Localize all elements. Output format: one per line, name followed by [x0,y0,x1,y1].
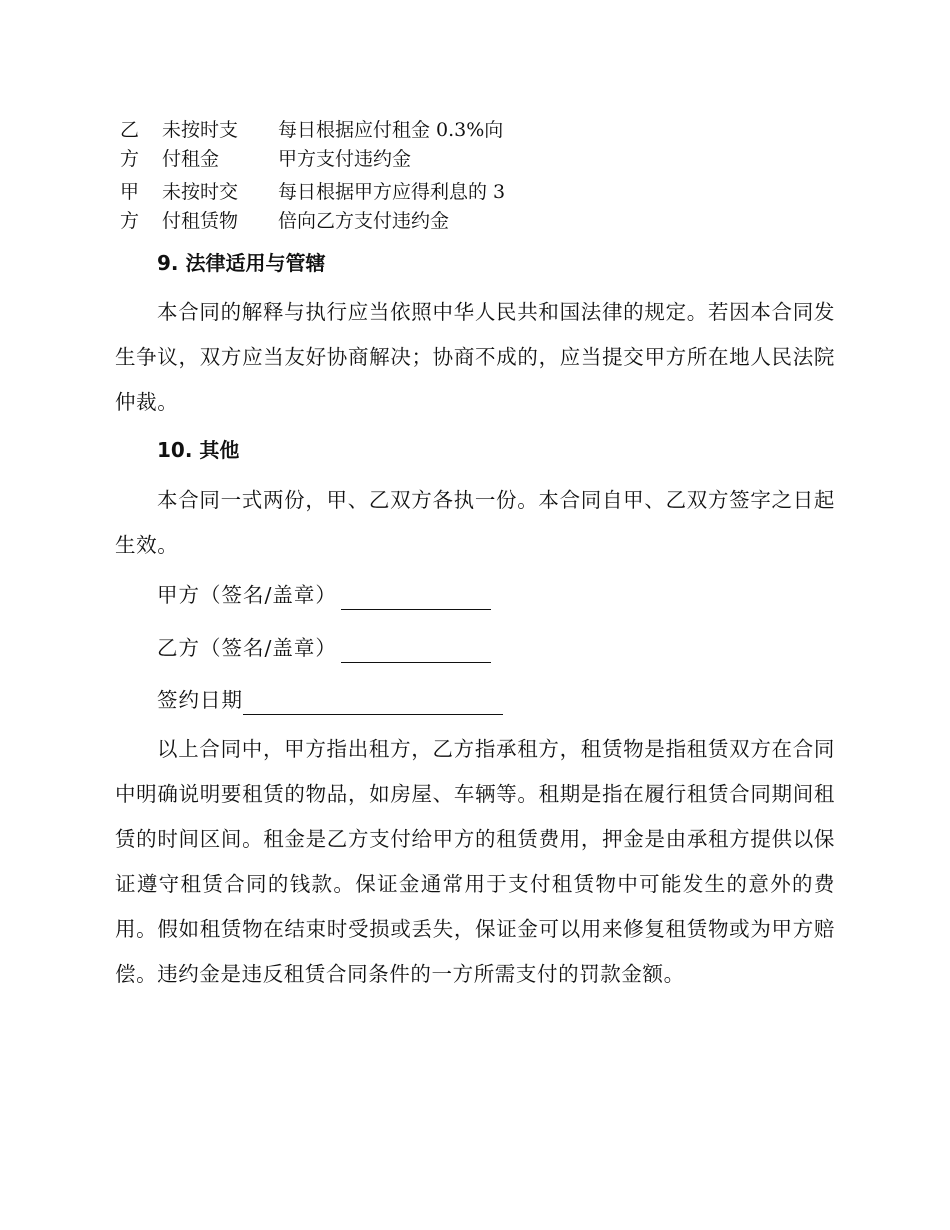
party-a-signature-blank [341,587,491,610]
penalty-amount-cell: 每日根据应付租金 0.3%向 甲方支付违约金 [278,119,504,170]
party-b-signature-blank [341,640,491,663]
definitions-paragraph: 以上合同中，甲方指出租方，乙方指承租方，租赁物是指租赁双方在合同中明确说明要租赁的物品，如房屋、车辆等。租期是指在履行租赁合同期间租赁的时间区间。租金是乙方支付给甲方的租赁费用，押金是由承租方提供以保证遵守租赁合同的钱款。保证金通常用于支付租赁物中可能发生的意外的费用。假如租赁物在结束时受损或丢失，保证金可以用来修复租赁物或为甲方赔偿。违约金是违反租赁合同条件的一方所需支付的罚款金额。 [115,737,835,986]
party-b-signature-line [157,633,491,663]
section-10-body: 本合同一式两份，甲、乙双方各执一份。本合同自甲、乙双方签字之日起生效。 [115,488,835,557]
penalty-amount-cell: 每日根据甲方应得利息的 3 倍向乙方支付违约金 [278,181,506,232]
penalty-condition-cell: 未按时支 付租金 [162,119,239,170]
penalty-row-tenant [0,116,950,178]
section-10-heading: 10. 其他 [157,438,240,462]
penalty-row-landlord [0,178,950,240]
party-a-signature-label: 甲方（签名/盖章） [157,583,337,607]
section-9-body: 本合同的解释与执行应当依照中华人民共和国法律的规定。若因本合同发生争议，双方应当友好协商解决；协商不成的，应当提交甲方所在地人民法院仲裁。 [115,300,835,414]
section-9-heading: 9. 法律适用与管辖 [157,251,326,275]
party-b-signature-label: 乙方（签名/盖章） [157,636,337,660]
penalty-party-cell: 乙 方 [120,119,140,170]
sign-date-line [157,685,503,715]
sign-date-label: 签约日期 [157,688,243,712]
penalty-condition-cell: 未按时交 付租赁物 [162,181,239,232]
penalty-party-cell: 甲 方 [120,181,140,232]
sign-date-blank [243,692,503,715]
party-a-signature-line [157,580,491,610]
